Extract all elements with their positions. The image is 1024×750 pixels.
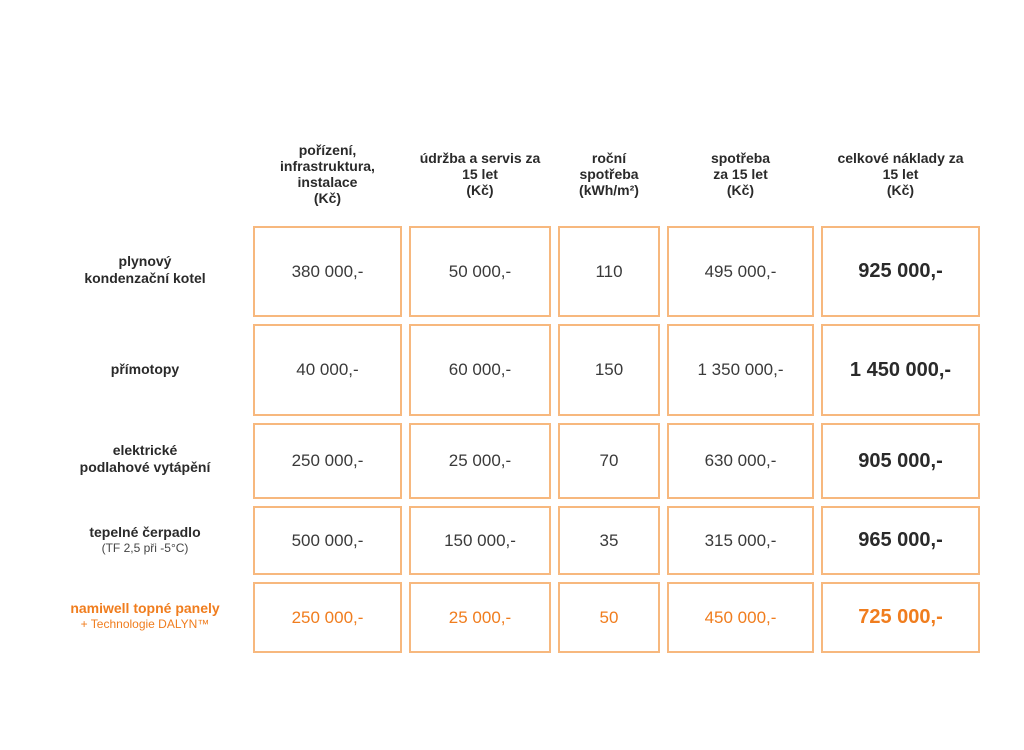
cell-maintenance: 60 000,-	[409, 324, 551, 416]
header-consumption-15y	[667, 150, 814, 198]
cell-acquisition: 40 000,-	[253, 324, 402, 416]
header-line: spotřeba	[579, 166, 639, 182]
cell-total-cost: 965 000,-	[821, 506, 980, 575]
row-label-heat-pump	[40, 524, 250, 555]
header-line: (Kč)	[726, 182, 755, 198]
cell-total-cost: 925 000,-	[821, 226, 980, 317]
header-line: celkové náklady za	[837, 150, 964, 166]
row-label-line: kondenzační kotel	[84, 270, 206, 286]
header-total-cost	[821, 150, 980, 198]
cell-consumption-15y: 450 000,-	[667, 582, 814, 653]
header-line: (kWh/m²)	[579, 182, 639, 198]
cell-annual-consumption: 70	[558, 423, 660, 499]
cell-consumption-15y: 315 000,-	[667, 506, 814, 575]
cell-maintenance: 25 000,-	[409, 582, 551, 653]
cell-consumption-15y: 495 000,-	[667, 226, 814, 317]
cell-acquisition: 500 000,-	[253, 506, 402, 575]
header-maintenance	[409, 150, 551, 198]
row-label-floor-heating	[40, 442, 250, 476]
cell-annual-consumption: 50	[558, 582, 660, 653]
header-line: roční	[591, 150, 627, 166]
row-label-line: namiwell topné panely	[70, 600, 220, 616]
row-label-namiwell-panels	[40, 600, 250, 631]
cell-acquisition: 250 000,-	[253, 582, 402, 653]
header-line: údržba a servis za	[419, 150, 541, 166]
header-annual-consumption	[558, 150, 660, 198]
cell-total-cost: 725 000,-	[821, 582, 980, 653]
cell-total-cost: 905 000,-	[821, 423, 980, 499]
header-line: za 15 let	[713, 166, 768, 182]
cell-maintenance: 50 000,-	[409, 226, 551, 317]
row-label-line: plynový	[118, 253, 172, 269]
header-line: infrastruktura,	[280, 158, 375, 174]
header-line: (Kč)	[886, 182, 915, 198]
cell-acquisition: 380 000,-	[253, 226, 402, 317]
cell-consumption-15y: 1 350 000,-	[667, 324, 814, 416]
header-line: 15 let	[462, 166, 498, 182]
row-sublabel: (TF 2,5 při -5°C)	[101, 541, 189, 555]
cell-acquisition: 250 000,-	[253, 423, 402, 499]
row-label-direct-heaters	[40, 361, 250, 378]
cell-maintenance: 25 000,-	[409, 423, 551, 499]
cell-annual-consumption: 35	[558, 506, 660, 575]
header-line: (Kč)	[313, 190, 342, 206]
cell-annual-consumption: 110	[558, 226, 660, 317]
row-label-line: přímotopy	[110, 361, 180, 377]
header-line: instalace	[297, 174, 358, 190]
row-label-line: tepelné čerpadlo	[89, 524, 201, 540]
cell-maintenance: 150 000,-	[409, 506, 551, 575]
cell-consumption-15y: 630 000,-	[667, 423, 814, 499]
cell-total-cost: 1 450 000,-	[821, 324, 980, 416]
row-label-line: podlahové vytápění	[79, 459, 211, 475]
row-label-line: elektrické	[112, 442, 178, 458]
header-acquisition	[253, 142, 402, 206]
row-sublabel: + Technologie DALYN™	[80, 617, 210, 631]
header-line: 15 let	[882, 166, 919, 182]
header-line: (Kč)	[466, 182, 494, 198]
header-line: pořízení,	[298, 142, 357, 158]
row-label-gas-boiler	[40, 253, 250, 287]
cell-annual-consumption: 150	[558, 324, 660, 416]
header-line: spotřeba	[710, 150, 771, 166]
